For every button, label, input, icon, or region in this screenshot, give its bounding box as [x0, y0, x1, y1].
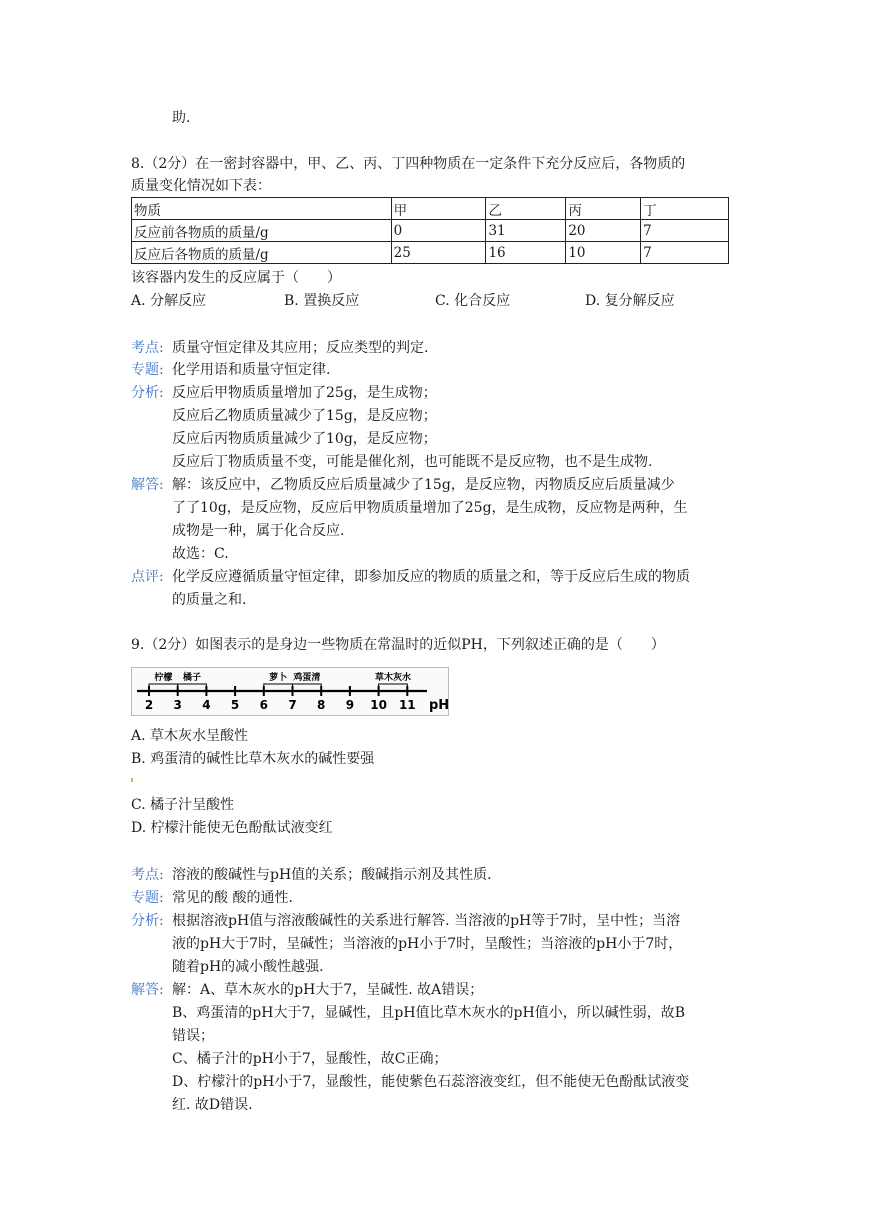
q8-fenxi-label: 分析:	[131, 385, 164, 401]
q8-stem-line1: 8.（2分）在一密封容器中，甲、乙、丙、丁四种物质在一定条件下充分反应后，各物质的	[131, 156, 686, 172]
q9-jieda-line: 错误；	[172, 1028, 214, 1044]
q8-jieda-line: 故选：C.	[172, 546, 229, 562]
q9-option-c: C. 橘子汁呈酸性	[131, 797, 235, 813]
q8-jieda-line: 了了10g，是反应物，反应后甲物质质量增加了25g，是生成物，反应物是两种，生	[172, 500, 688, 516]
q8-mass-table	[131, 197, 729, 264]
q8-dianping-line: 化学反应遵循质量守恒定律，即参加反应的物质的质量之和，等于反应后生成的物质	[172, 569, 690, 585]
table-cell: 7	[641, 220, 729, 242]
ph-substance-label: 萝卜	[269, 673, 288, 683]
q8-options	[131, 292, 731, 310]
q9-jieda-line: C、橘子汁的pH小于7，显酸性，故C正确；	[172, 1051, 448, 1067]
ph-unit-label: pH	[429, 698, 449, 713]
q9-jieda-label: 解答:	[131, 982, 164, 998]
q8-fenxi-line: 反应后丁物质质量不变，可能是催化剂，也可能既不是反应物，也不是生成物.	[172, 454, 653, 470]
ph-tick-label: 7	[288, 698, 297, 712]
table-cell: 反应前各物质的质量/g	[132, 220, 392, 242]
q9-jieda-line: B、鸡蛋清的pH大于7，显碱性，且pH值比草木灰水的pH值小，所以碱性弱，故B	[172, 1005, 685, 1021]
previous-answer-fragment: 助.	[172, 110, 191, 126]
table-cell: 10	[566, 242, 641, 264]
ph-tick-label: 4	[202, 698, 211, 712]
q8-fenxi-line: 反应后甲物质质量增加了25g，是生成物；	[172, 385, 437, 401]
q8-jieda-label: 解答:	[131, 477, 164, 493]
q8-dianping-label: 点评:	[131, 569, 164, 585]
q8-option-b: B. 置换反应	[284, 293, 360, 309]
q9-kaodian-label: 考点:	[131, 867, 164, 883]
q9-zhuanti-label: 专题:	[131, 890, 164, 906]
q8-option-a: A. 分解反应	[131, 293, 207, 309]
ph-tick-label: 3	[173, 698, 182, 712]
ph-tick-label: 5	[230, 698, 240, 712]
table-cell: 16	[486, 242, 566, 264]
table-header-cell: 丁	[641, 198, 729, 220]
table-cell: 0	[391, 220, 486, 242]
q8-zhuanti-label: 专题:	[131, 362, 164, 378]
table-header-cell: 物质	[132, 198, 392, 220]
q8-zhuanti: 化学用语和质量守恒定律.	[172, 362, 331, 378]
table-header-cell: 乙	[486, 198, 566, 220]
q8-jieda-line: 成物是一种，属于化合反应.	[172, 523, 345, 539]
table-header-cell: 丙	[566, 198, 641, 220]
q9-stem: 9.（2分）如图表示的是身边一些物质在常温时的近似PH，下列叙述正确的是（ ）	[131, 637, 665, 653]
q9-fenxi-line: 根据溶液pH值与溶液酸碱性的关系进行解答. 当溶液的pH等于7时，呈中性；当溶	[172, 913, 681, 929]
q8-option-d: D. 复分解反应	[585, 293, 675, 309]
q8-kaodian-label: 考点:	[131, 340, 164, 356]
q9-option-b: B. 鸡蛋清的碱性比草木灰水的碱性要强	[131, 751, 375, 767]
table-cell: 31	[486, 220, 566, 242]
table-cell: 25	[391, 242, 486, 264]
q9-jieda-line: D、柠檬汁的pH小于7，显酸性，能使紫色石蕊溶液变红，但不能使无色酚酞试液变	[172, 1074, 690, 1090]
q8-stem-line2: 质量变化情况如下表：	[131, 178, 271, 194]
q8-dianping-line: 的质量之和.	[172, 592, 247, 608]
q9-zhuanti: 常见的酸 酸的通性.	[172, 890, 293, 906]
ph-scale-figure	[131, 667, 449, 716]
table-row	[132, 242, 729, 264]
q8-fenxi-line: 反应后丙物质质量减少了10g，是反应物；	[172, 431, 437, 447]
q9-fenxi-line: 随着pH的减小酸性越强.	[172, 959, 324, 975]
ph-tick-label: 10	[370, 698, 387, 712]
q9-option-a: A. 草木灰水呈酸性	[131, 728, 249, 744]
q8-fenxi-line: 反应后乙物质质量减少了15g，是反应物；	[172, 408, 437, 424]
ph-substance-label: 鸡蛋清	[293, 673, 321, 683]
ph-tick-label: 9	[345, 698, 355, 712]
table-header-row	[132, 198, 729, 220]
ph-substance-label: 橘子	[183, 673, 202, 683]
q9-fenxi-label: 分析:	[131, 913, 164, 929]
ph-tick-label: 11	[398, 698, 416, 712]
q9-option-d: D. 柠檬汁能使无色酚酞试液变红	[131, 820, 333, 836]
table-cell: 反应后各物质的质量/g	[132, 242, 392, 264]
ph-tick-label: 8	[317, 698, 326, 712]
q8-question: 该容器内发生的反应属于（ ）	[131, 270, 341, 286]
table-cell: 20	[566, 220, 641, 242]
q9-kaodian: 溶液的酸碱性与pH值的关系；酸碱指示剂及其性质.	[172, 867, 492, 883]
stray-mark	[131, 778, 133, 782]
q8-option-c: C. 化合反应	[435, 293, 511, 309]
ph-tick-label: 6	[259, 698, 268, 712]
q8-kaodian: 质量守恒定律及其应用；反应类型的判定.	[172, 340, 429, 356]
table-header-cell: 甲	[391, 198, 486, 220]
q9-fenxi-line: 液的pH大于7时，呈碱性；当溶液的pH小于7时，呈酸性；当溶液的pH小于7时，	[172, 936, 683, 952]
q9-jieda-line: 红. 故D错误.	[172, 1097, 253, 1113]
ph-substance-label: 柠檬	[154, 673, 173, 683]
ph-tick-label: 2	[144, 698, 154, 712]
table-row	[132, 220, 729, 242]
table-cell: 7	[641, 242, 729, 264]
ph-substance-label: 草木灰水	[374, 673, 411, 683]
q8-jieda-line: 解：该反应中，乙物质反应后质量减少了15g，是反应物，丙物质反应后质量减少	[172, 477, 675, 493]
q9-jieda-line: 解：A、草木灰水的pH大于7，呈碱性. 故A错误；	[172, 982, 484, 998]
